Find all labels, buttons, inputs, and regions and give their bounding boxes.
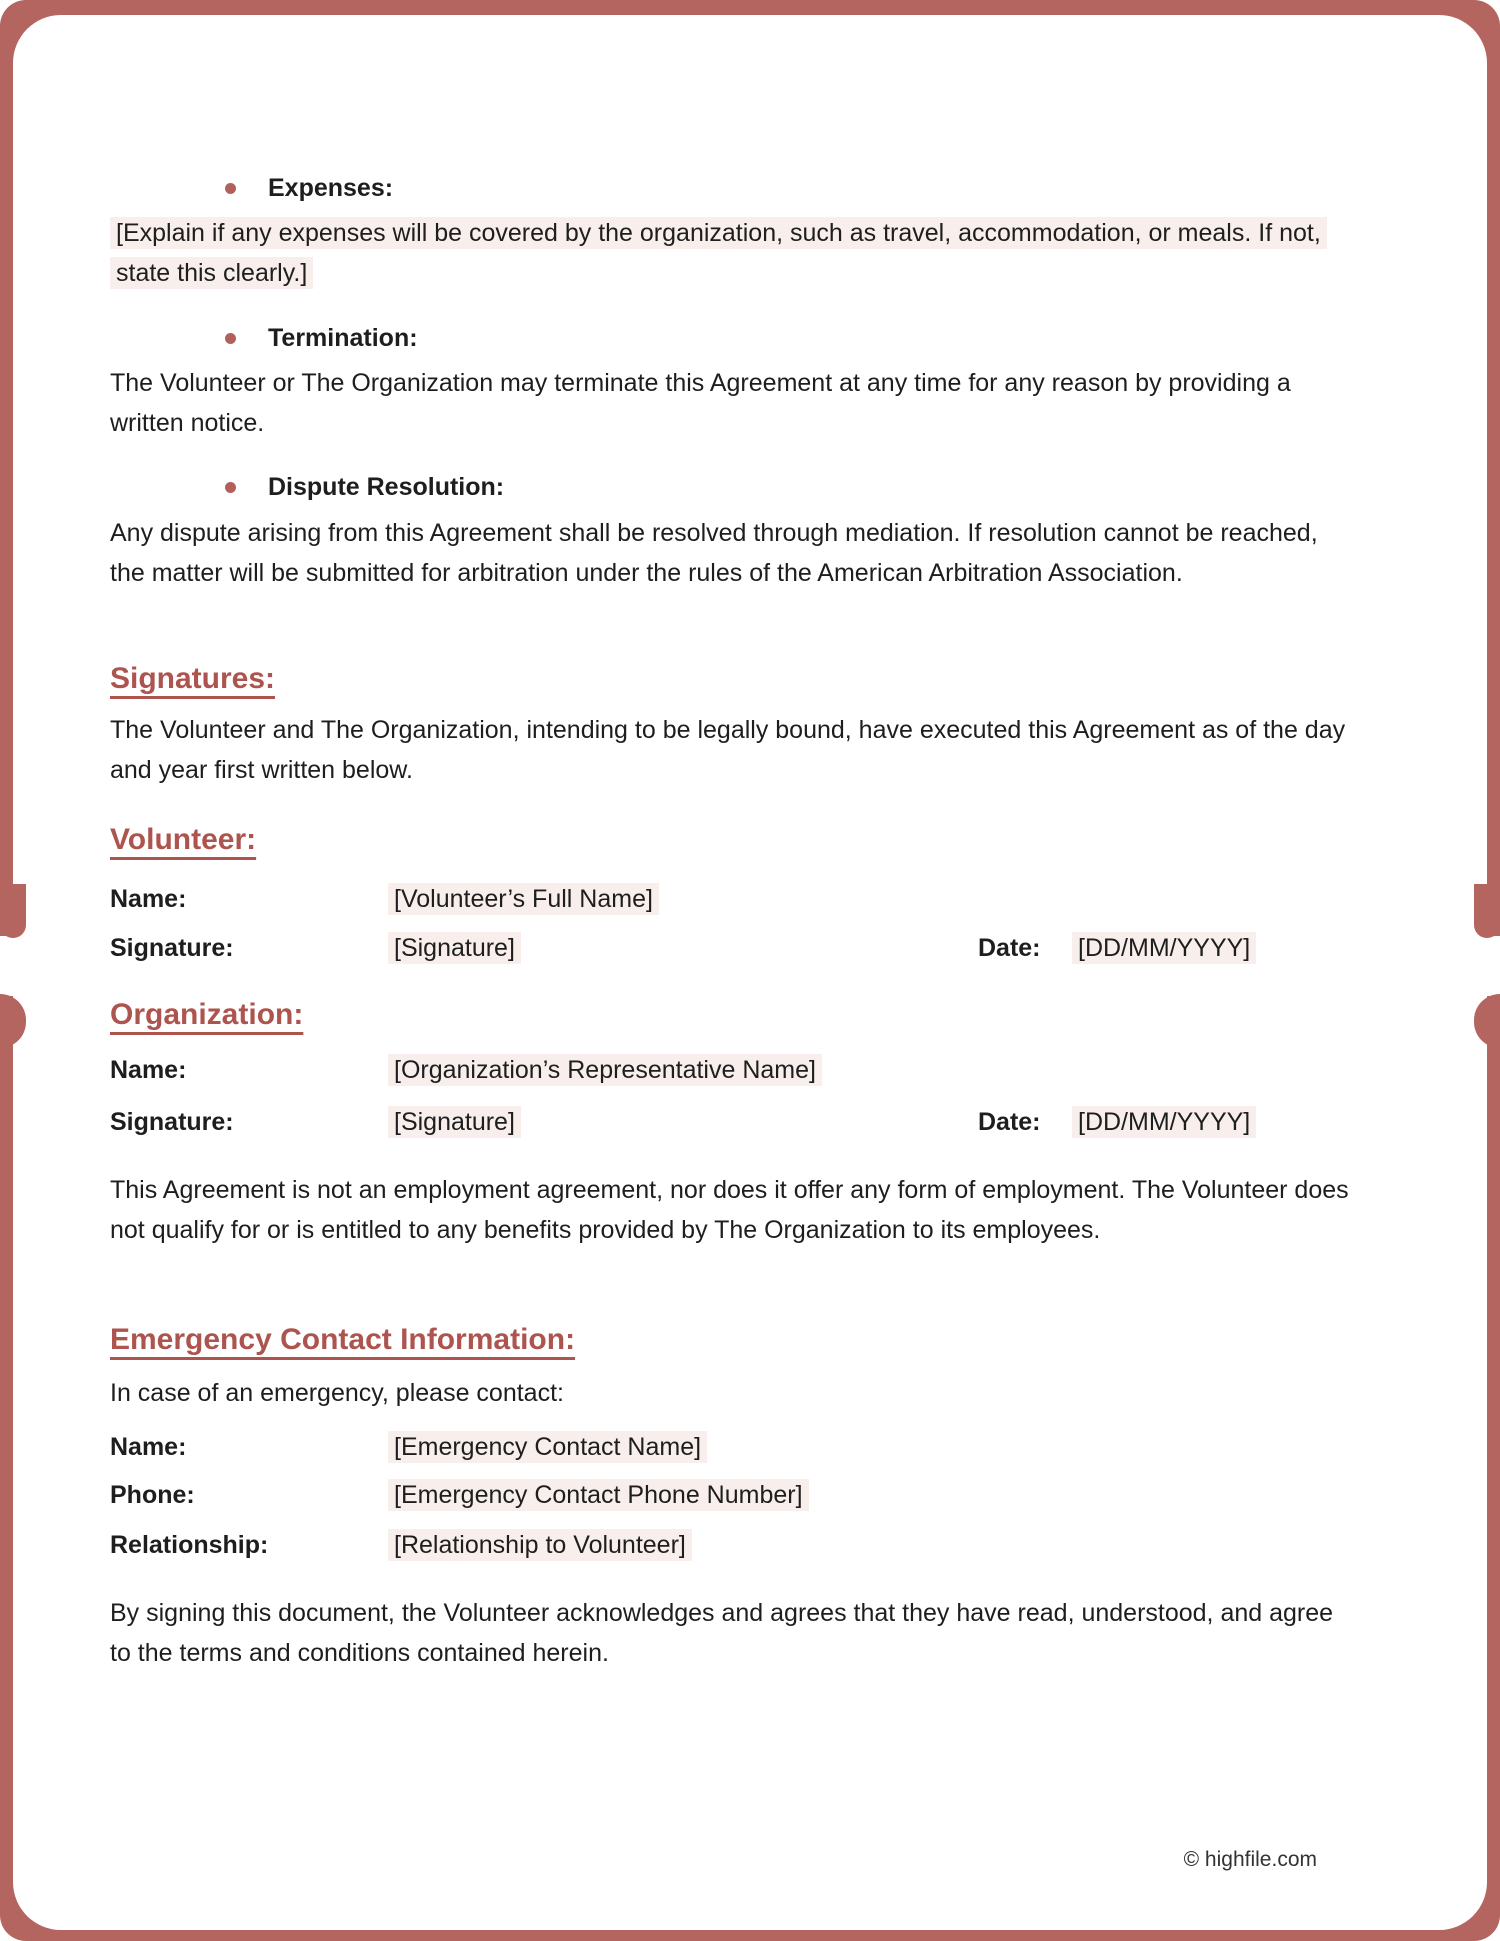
closing-paragraph: By signing this document, the Volunteer acknowledges and agrees that they have read, understood, and agree to the terms and conditions contained herein. xyxy=(110,1599,1334,1667)
emergency-contact-intro: In case of an emergency, please contact: xyxy=(110,1379,564,1407)
date-label: Date: xyxy=(978,1108,1041,1136)
expenses-paragraph xyxy=(110,213,1350,293)
organization-signature-placeholder[interactable]: [Signature] xyxy=(388,1106,521,1138)
phone-label: Phone: xyxy=(110,1481,195,1509)
emergency-contact-heading: Emergency Contact Information: xyxy=(110,1323,576,1356)
name-label: Name: xyxy=(110,1056,187,1084)
emergency-relationship-row xyxy=(110,1525,1400,1565)
employment-note-paragraph: This Agreement is not an employment agreement, nor does it offer any form of employment. The Volunteer does not qualify for or is entitled to any benefits provided by The Organization to its employees. xyxy=(110,1176,1349,1244)
frame-tip-left-top xyxy=(0,884,26,938)
emergency-relationship-placeholder[interactable]: [Relationship to Volunteer] xyxy=(388,1529,692,1561)
signature-label: Signature: xyxy=(110,1108,234,1136)
emergency-name-placeholder[interactable]: [Emergency Contact Name] xyxy=(388,1431,707,1463)
signatures-intro: The Volunteer and The Organization, intending to be legally bound, have executed this Agreement as of the day and year first written below. xyxy=(110,716,1346,784)
signatures-heading: Signatures: xyxy=(110,662,276,695)
emergency-name-row xyxy=(110,1427,1400,1467)
volunteer-name-row xyxy=(110,879,1400,919)
bullet-title-dispute-resolution: Dispute Resolution: xyxy=(268,473,505,501)
organization-signature-row xyxy=(110,1102,1400,1142)
bullet-title-expenses: Expenses: xyxy=(268,174,394,202)
bullet-icon xyxy=(225,333,236,344)
footer-copyright: © highfile.com xyxy=(1183,1848,1317,1871)
bullet-item-dispute-resolution xyxy=(110,467,1400,507)
volunteer-signature-placeholder[interactable]: [Signature] xyxy=(388,932,521,964)
volunteer-date-placeholder[interactable]: [DD/MM/YYYY] xyxy=(1072,932,1256,964)
dispute-resolution-paragraph: Any dispute arising from this Agreement shall be resolved through mediation. If resolution cannot be reached, the matter will be submitted for arbitration under the rules of the American Arbitration Association. xyxy=(110,519,1318,587)
frame-notch-left xyxy=(0,936,15,996)
date-label: Date: xyxy=(978,934,1041,962)
organization-date-placeholder[interactable]: [DD/MM/YYYY] xyxy=(1072,1106,1256,1138)
emergency-phone-placeholder[interactable]: [Emergency Contact Phone Number] xyxy=(388,1479,809,1511)
organization-heading: Organization: xyxy=(110,998,304,1031)
bullet-title-termination: Termination: xyxy=(268,324,418,352)
document-content xyxy=(110,0,1400,1941)
name-label: Name: xyxy=(110,1433,187,1461)
bullet-icon xyxy=(225,183,236,194)
bullet-item-termination xyxy=(110,318,1400,358)
name-label: Name: xyxy=(110,885,187,913)
organization-name-row xyxy=(110,1050,1400,1090)
signature-label: Signature: xyxy=(110,934,234,962)
frame-tip-right-top xyxy=(1474,884,1500,938)
relationship-label: Relationship: xyxy=(110,1531,269,1559)
bullet-item-expenses xyxy=(110,168,1400,208)
frame-notch-right xyxy=(1485,936,1500,996)
emergency-phone-row xyxy=(110,1475,1400,1515)
termination-paragraph: The Volunteer or The Organization may terminate this Agreement at any time for any reason by providing a written notice. xyxy=(110,369,1291,437)
volunteer-name-placeholder[interactable]: [Volunteer’s Full Name] xyxy=(388,883,659,915)
bullet-icon xyxy=(225,482,236,493)
volunteer-signature-row xyxy=(110,928,1400,968)
organization-name-placeholder[interactable]: [Organization’s Representative Name] xyxy=(388,1054,822,1086)
volunteer-heading: Volunteer: xyxy=(110,823,257,856)
expenses-placeholder[interactable]: [Explain if any expenses will be covered by the organization, such as travel, accommodation, or meals. If not, state this clearly.] xyxy=(110,217,1327,289)
